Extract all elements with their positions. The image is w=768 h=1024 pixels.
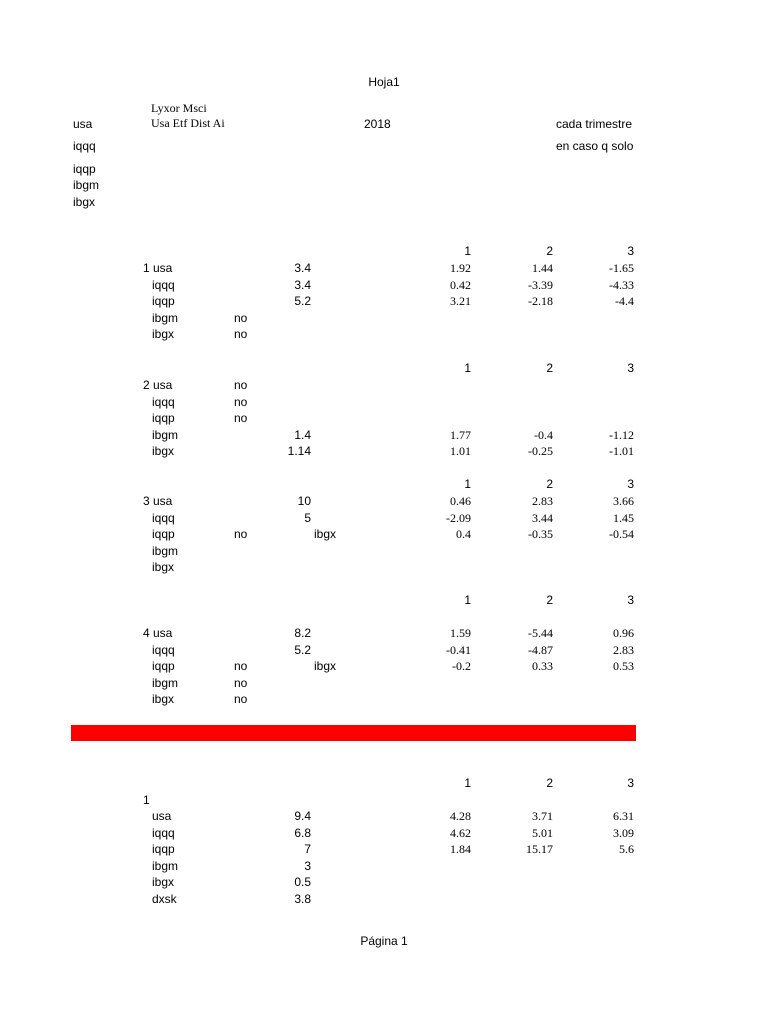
- red-highlight-bar: [71, 725, 636, 741]
- quarter-value: -3.39: [528, 278, 553, 292]
- row-weight: 3.4: [294, 278, 311, 292]
- column-header: 3: [627, 361, 634, 375]
- row-label: iqqp: [152, 294, 175, 308]
- row-flag: no: [234, 378, 248, 392]
- row-flag: no: [234, 395, 248, 409]
- quarter-value: 0.33: [532, 659, 553, 673]
- quarter-value: 1.84: [450, 842, 471, 856]
- row-label: ibgm: [152, 676, 179, 690]
- row-weight: 7: [304, 842, 311, 856]
- top-ticker: ibgx: [73, 195, 96, 209]
- row-label: ibgm: [152, 428, 179, 442]
- row-label: iqqq: [152, 395, 175, 409]
- column-header: 1: [464, 244, 471, 258]
- row-label: ibgx: [152, 692, 175, 706]
- row-label: ibgx: [152, 875, 175, 889]
- top-ticker: iqqq: [73, 139, 96, 153]
- quarter-value: -0.2: [452, 659, 471, 673]
- quarter-value: 4.28: [450, 809, 471, 823]
- quarter-value: 1.92: [450, 261, 471, 275]
- top-ticker: ibgm: [73, 178, 100, 192]
- fund-name-line1: Lyxor Msci: [151, 101, 207, 115]
- quarter-value: 2.83: [613, 643, 634, 657]
- column-header: 3: [627, 477, 634, 491]
- row-label: ibgx: [152, 560, 175, 574]
- quarter-value: -0.41: [446, 643, 471, 657]
- quarter-value: -4.33: [609, 278, 634, 292]
- column-header: 3: [627, 776, 634, 790]
- quarter-value: 1.44: [532, 261, 553, 275]
- row-weight: 3.4: [294, 261, 311, 275]
- quarter-value: -0.35: [528, 527, 553, 541]
- row-flag: no: [234, 527, 248, 541]
- column-header: 1: [464, 361, 471, 375]
- column-header: 2: [546, 361, 553, 375]
- quarter-value: 5.6: [619, 842, 634, 856]
- row-weight: 5: [304, 511, 311, 525]
- quarter-value: 0.42: [450, 278, 471, 292]
- bottom-number: 1: [143, 793, 150, 807]
- row-label: iqqq: [152, 511, 175, 525]
- quarter-value: 2.83: [532, 494, 553, 508]
- quarter-value: -1.01: [609, 444, 634, 458]
- row-label: 1 usa: [143, 261, 173, 275]
- row-label: dxsk: [152, 892, 177, 906]
- row-label: ibgx: [152, 327, 175, 341]
- row-label: iqqp: [152, 411, 175, 425]
- row-label: 2 usa: [143, 378, 173, 392]
- row-label: iqqp: [152, 659, 175, 673]
- row-label: iqqq: [152, 643, 175, 657]
- quarter-value: 3.44: [532, 511, 553, 525]
- quarter-value: 3.71: [532, 809, 553, 823]
- quarter-value: 0.53: [613, 659, 634, 673]
- column-header: 1: [464, 477, 471, 491]
- row-flag: no: [234, 659, 248, 673]
- row-flag: no: [234, 676, 248, 690]
- quarter-value: 0.46: [450, 494, 471, 508]
- row-flag: no: [234, 311, 248, 325]
- row-weight: 5.2: [294, 643, 311, 657]
- row-weight: 6.8: [294, 826, 311, 840]
- quarter-value: 15.17: [526, 842, 553, 856]
- column-header: 2: [546, 477, 553, 491]
- quarter-value: 5.01: [532, 826, 553, 840]
- row-weight: 3: [304, 859, 311, 873]
- row-label: ibgm: [152, 544, 179, 558]
- quarter-value: -1.12: [609, 428, 634, 442]
- quarter-value: 1.45: [613, 511, 634, 525]
- quarter-value: 0.96: [613, 626, 634, 640]
- quarter-value: -0.4: [534, 428, 553, 442]
- quarter-value: -4.4: [615, 294, 634, 308]
- quarter-value: -2.09: [446, 511, 471, 525]
- row-label: 3 usa: [143, 494, 173, 508]
- row-weight: 0.5: [294, 875, 311, 889]
- quarter-value: -5.44: [528, 626, 553, 640]
- row-weight: 9.4: [294, 809, 311, 823]
- row-mid-ticker: ibgx: [314, 659, 337, 673]
- row-label: iqqp: [152, 842, 175, 856]
- row-label: ibgm: [152, 311, 179, 325]
- quarter-value: 0.4: [456, 527, 471, 541]
- row-label: iqqq: [152, 278, 175, 292]
- note-en-caso: en caso q solo: [556, 139, 634, 153]
- quarter-value: 6.31: [613, 809, 634, 823]
- year-label: 2018: [364, 117, 391, 131]
- row-label: iqqp: [152, 527, 175, 541]
- column-header: 1: [464, 776, 471, 790]
- row-flag: no: [234, 692, 248, 706]
- page-footer: Página 1: [360, 934, 408, 948]
- quarter-value: 1.01: [450, 444, 471, 458]
- row-weight: 1.4: [294, 428, 311, 442]
- quarter-value: -0.54: [609, 527, 634, 541]
- row-label: 4 usa: [143, 626, 173, 640]
- note-cada-trimestre: cada trimestre: [556, 117, 633, 131]
- row-weight: 5.2: [294, 294, 311, 308]
- quarter-value: 3.09: [613, 826, 634, 840]
- row-label: usa: [152, 809, 172, 823]
- top-ticker: iqqp: [73, 162, 96, 176]
- quarter-value: 3.21: [450, 294, 471, 308]
- row-flag: no: [234, 327, 248, 341]
- fund-name-line2: Usa Etf Dist Ai: [151, 116, 225, 130]
- column-header: 2: [546, 244, 553, 258]
- quarter-value: 1.77: [450, 428, 471, 442]
- top-usa-label: usa: [73, 117, 93, 131]
- column-header: 2: [546, 776, 553, 790]
- quarter-value: -0.25: [528, 444, 553, 458]
- row-mid-ticker: ibgx: [314, 527, 337, 541]
- row-weight: 8.2: [294, 626, 311, 640]
- row-weight: 3.8: [294, 892, 311, 906]
- row-label: ibgm: [152, 859, 179, 873]
- quarter-value: -4.87: [528, 643, 553, 657]
- quarter-value: 4.62: [450, 826, 471, 840]
- column-header: 1: [464, 593, 471, 607]
- sheet-title: Hoja1: [368, 75, 400, 89]
- row-label: ibgx: [152, 444, 175, 458]
- row-flag: no: [234, 411, 248, 425]
- quarter-value: 3.66: [613, 494, 634, 508]
- quarter-value: -1.65: [609, 261, 634, 275]
- column-header: 3: [627, 593, 634, 607]
- column-header: 2: [546, 593, 553, 607]
- quarter-value: 1.59: [450, 626, 471, 640]
- row-label: iqqq: [152, 826, 175, 840]
- row-weight: 1.14: [287, 444, 311, 458]
- row-weight: 10: [297, 494, 311, 508]
- column-header: 3: [627, 244, 634, 258]
- quarter-value: -2.18: [528, 294, 553, 308]
